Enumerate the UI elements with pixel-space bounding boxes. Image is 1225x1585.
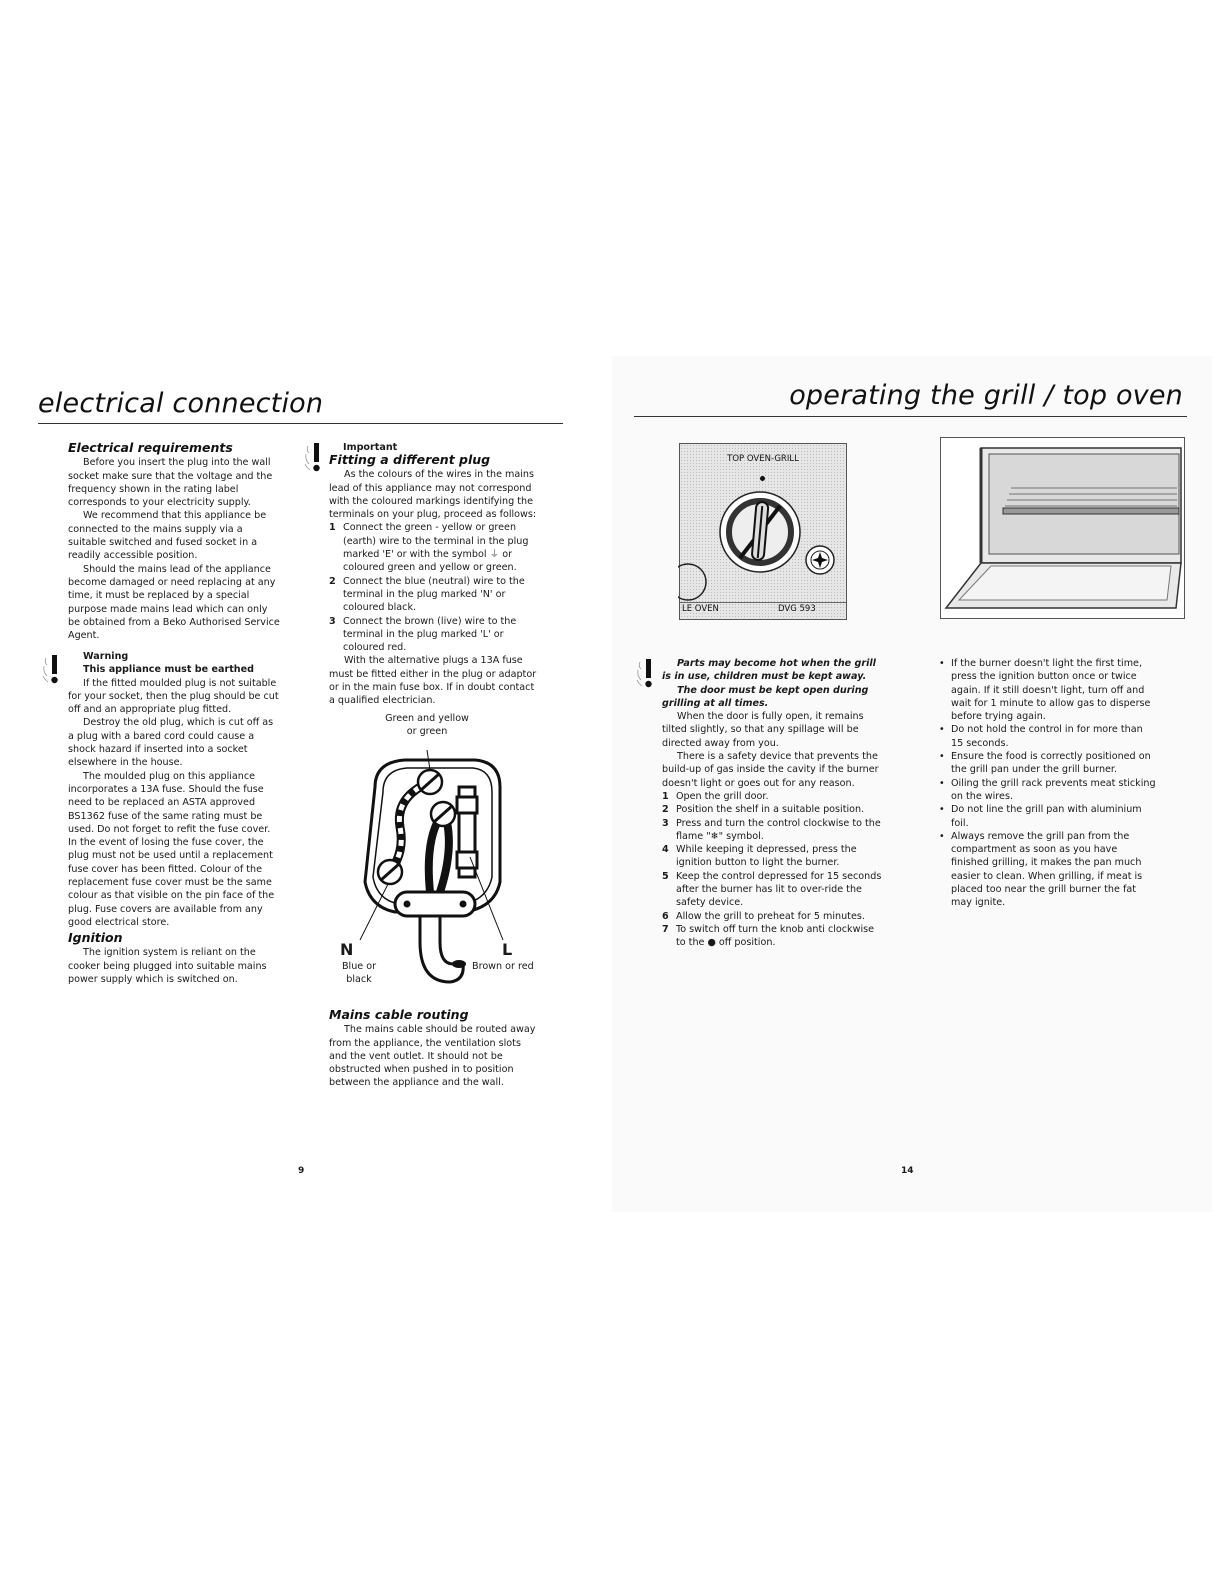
grill-steps-list [662, 790, 882, 950]
paragraph: The mains cable should be routed away from the appliance, the ventilation slots and the vent outlet. It should not be obstructed when pushed in to position between the appliance and the wall. [329, 1024, 536, 1089]
live-caption: Brown or red [472, 961, 534, 972]
list-item: 5 Keep the control depressed for 15 seconds after the burner has lit to over-ride the safety device. [662, 870, 882, 909]
right-page-title: operating the grill / top oven [789, 380, 1183, 411]
list-item: 2 Connect the blue (neutral) wire to the terminal in the plug marked 'N' or coloured black. [329, 575, 525, 614]
paragraph: With the alternative plugs a 13A fuse must be fitted either in the plug or adaptor or in the main fuse box. If in doubt contact a qualified electrician. [329, 655, 537, 707]
ignition-heading: Ignition [68, 930, 123, 945]
adjacent-knob-icon [678, 562, 712, 602]
warning-label: Warning [83, 651, 129, 662]
list-item: • Do not hold the control in for more than 15 seconds. [937, 723, 1157, 750]
grill-tips-section [937, 657, 1157, 910]
important-label: Important [343, 442, 398, 453]
ignition-section [68, 931, 280, 986]
paragraph: The ignition system is reliant on the cooker being plugged into suitable mains power supply which is switched on. [68, 947, 267, 985]
electrical-requirements-section [68, 441, 280, 642]
right-page-number: 14 [901, 1166, 914, 1176]
neutral-letter: N [340, 940, 354, 959]
warning-bold-line: This appliance must be earthed [83, 664, 255, 676]
left-page-number: 9 [298, 1166, 305, 1176]
paragraph: There is a safety device that prevents the build-up of gas inside the cavity if the burner doesn't light or goes out for any reason. [662, 751, 879, 789]
paragraph: Destroy the old plug, which is cut off as a plug with a bared cord could cause a shock hazard if inserted into a socket elsewhere in the house. [68, 717, 274, 769]
mains-cable-section [329, 1008, 541, 1090]
paragraph: If the fitted moulded plug is not suitable for your socket, then the plug should be cut off and an appropriate plug fitted. [68, 677, 279, 716]
left-title-rule [38, 423, 563, 424]
list-item: 7 To switch off turn the knob anti clockwise to the ● off position. [662, 923, 875, 949]
paragraph: Should the mains lead of the appliance become damaged or need replacing at any time, it must be replaced by a special purpose made mains lead which can only be obtained from a Beko Authorised Service Agent. [68, 563, 280, 642]
right-title-rule [634, 416, 1187, 417]
grill-instructions-section [662, 657, 882, 950]
list-item: • If the burner doesn't light the first time, press the ignition button once or twice again. If it still doesn't light, turn off and wait for 1 minute to allow gas to disperse before trying again. [937, 657, 1157, 723]
mains-cable-heading: Mains cable routing [329, 1007, 469, 1022]
exclamation-warning-icon [302, 440, 324, 474]
list-item: • Always remove the grill pan from the compartment as soon as you have finished grilling, it makes the pan much easier to clean. When grilling, if meat is placed too near the grill burner the fat may ignite. [937, 830, 1157, 910]
control-panel-left-label: LE OVEN [682, 604, 719, 614]
door-open-warning: The door must be kept open during grilling at all times. [662, 684, 869, 709]
control-panel-image [679, 443, 847, 620]
exclamation-warning-icon [40, 652, 62, 686]
grill-door-open-image [940, 437, 1185, 619]
grill-tips-list [937, 657, 1157, 910]
left-page-title: electrical connection [38, 388, 324, 419]
neutral-caption: Blue or black [341, 961, 377, 985]
list-item: 4 While keeping it depressed, press the ignition button to light the burner. [662, 844, 857, 869]
hot-parts-warning: Parts may become hot when the grill is in use, children must be kept away. [662, 658, 876, 683]
fitting-plug-heading: Fitting a different plug [329, 452, 491, 467]
control-panel-right-label: DVG 593 [778, 604, 816, 614]
paragraph: Before you insert the plug into the wall socket make sure that the voltage and the frequency shown in the rating label corresponds to your electricity supply. [68, 457, 273, 509]
off-dot-icon [760, 476, 765, 481]
live-letter: L [502, 940, 513, 959]
list-item: 1 Connect the green - yellow or green (earth) wire to the terminal in the plug marked 'E' or with the symbol ⏚ or coloured green and yellow or green. [329, 522, 529, 574]
list-item: 2 Position the shelf in a suitable position. [662, 804, 865, 816]
paragraph: The moulded plug on this appliance incorporates a 13A fuse. Should the fuse need to be replaced an ASTA approved BS1362 fuse of the same rating must be used. Do not forget to refit the fuse cover. In the event of losing the fuse cover, the plug must not be used until a replacement fuse cover has been fitted. Colour of the replacement fuse cover must be the same colour as that visible on the pin face of the plug. Fuse covers are available from any good electrical store. [68, 770, 275, 928]
paragraph: When the door is fully open, it remains tilted slightly, so that any spillage will be directed away from you. [662, 711, 864, 749]
control-panel-top-label: TOP OVEN-GRILL [727, 454, 799, 464]
list-item: • Oiling the grill rack prevents meat sticking on the wires. [937, 777, 1157, 804]
plug-wiring-diagram [335, 742, 545, 992]
exclamation-warning-icon [634, 656, 656, 690]
wiring-steps-list [329, 521, 541, 654]
list-item: • Ensure the food is correctly positioned on the grill pan under the grill burner. [937, 750, 1157, 777]
list-item: 1 Open the grill door. [662, 790, 769, 802]
list-item: 3 Connect the brown (live) wire to the terminal in the plug marked 'L' or coloured red. [329, 615, 517, 654]
paragraph: As the colours of the wires in the mains lead of this appliance may not correspond with the coloured markings identifying the terminals on your plug, proceed as follows: [329, 469, 537, 521]
list-item: 6 Allow the grill to preheat for 5 minutes. [662, 910, 865, 922]
fitting-plug-section [329, 442, 541, 708]
warning-section [68, 650, 280, 929]
panel-divider [680, 602, 846, 603]
paragraph: We recommend that this appliance be connected to the mains supply via a suitable switched and fused socket in a readily accessible position. [68, 510, 267, 562]
list-item: 3 Press and turn the control clockwise to the flame "❄" symbol. [662, 817, 881, 842]
electrical-requirements-heading: Electrical requirements [68, 440, 233, 455]
grill-control-knob-icon [710, 488, 840, 588]
list-item: • Do not line the grill pan with aluminium foil. [937, 803, 1157, 830]
plug-earth-caption: Green and yellow or green [385, 713, 469, 738]
